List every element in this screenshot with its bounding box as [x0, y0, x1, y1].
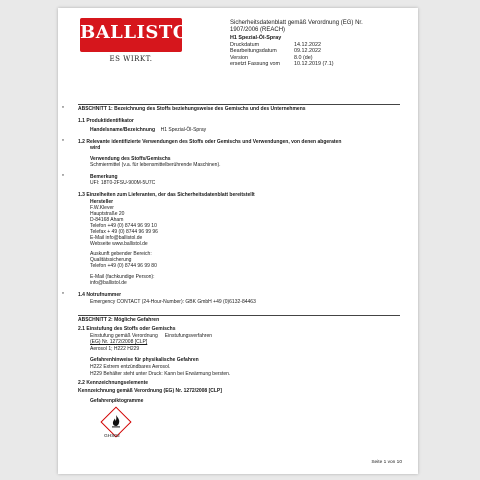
physical-hazards-label: Gefahrenhinweise für physikalische Gefahren: [90, 357, 199, 363]
hazard-h229: H229 Behälter steht unter Druck: Kann bei Erwärmung bersten.: [90, 371, 231, 377]
meta-edit-date: Bearbeitungsdatum 09.12.2022: [230, 48, 321, 55]
hazard-h222: H222 Extrem entzündbares Aerosol.: [90, 364, 171, 370]
page-number: Seite 1 von 10: [371, 460, 402, 465]
labelling-regulation: Kennzeichnung gemäß Verordnung (EG) Nr. 1272/2008 [CLP]: [78, 388, 222, 394]
ghs-code: GHS02: [104, 434, 120, 439]
emergency-contact: Emergency CONTACT (24-Hour-Number): GBK GmbH +49 (0)6132-84463: [90, 299, 256, 305]
section-1-2-heading: 1.2 Relevante identifizierte Verwendungen des Stoffs oder Gemischs und Verwendungen, von denen abgeraten: [78, 139, 342, 145]
classification-value: Aerosol 1; H222 H229: [90, 346, 140, 352]
document-page: [58, 8, 418, 474]
change-marker: *: [62, 174, 64, 180]
classification-header: Einstufung gemäß Verordnung Einstufungsverfahren: [90, 333, 213, 339]
logo-slogan: ES WIRKT.: [109, 55, 153, 63]
sds-title-line1: Sicherheitsdatenblatt gemäß Verordnung (EG) Nr.: [230, 20, 363, 26]
ballistol-logo: [80, 18, 203, 66]
section-1-4-heading: 1.4 Notrufnummer: [78, 292, 122, 298]
section2-heading: ABSCHNITT 2: Mögliche Gefahren: [78, 317, 160, 323]
product-name: H1 Spezial-Öl-Spray: [230, 35, 282, 41]
manufacturer-address: F.W.Klever Hauptstraße 20 D-84168 Aham Telefon +49 (0) 8744 96 99 10 Telefax + 49 (0) 8744 96 99 96 E-Mail info@ballistol.de Webseite www.ballistol.de: [90, 205, 158, 247]
section-1-2-heading-cont: wird: [90, 145, 101, 151]
meta-print-date: Druckdatum 14.12.2022: [230, 41, 321, 48]
section-2-2-heading: 2.2 Kennzeichnungselemente: [78, 380, 149, 386]
expert-email: E-Mail (fachkundige Person): info@ballistol.de: [90, 274, 155, 286]
change-marker: *: [62, 292, 64, 298]
section2-divider: [78, 315, 400, 316]
manufacturer-label: Hersteller: [90, 199, 114, 205]
use-label: Verwendung des Stoffs/Gemischs: [90, 156, 171, 162]
meta-replaces: ersetzt Fassung vom 10.12.2019 (7.1): [230, 61, 334, 68]
section1-heading: ABSCHNITT 1: Bezeichnung des Stoffs beziehungsweise des Gemischs und des Unternehmens: [78, 106, 306, 112]
trade-name-row: Handelsname/Bezeichnung H1 Spezial-Öl-Spray: [90, 127, 207, 133]
flame-icon: [110, 414, 122, 428]
section-1-1-heading: 1.1 Produktidentifikator: [78, 118, 134, 124]
classification-regulation: (EG) Nr. 1272/2008 [CLP]: [90, 339, 148, 345]
ufi-code: UFI: 18T0-2FSU-900M-5U7C: [90, 180, 156, 186]
logo-text: BALLISTOL: [80, 22, 203, 43]
pictograms-label: Gefahrenpiktogramme: [90, 398, 144, 404]
document-header: [230, 20, 410, 68]
section-2-1-heading: 2.1 Einstufung des Stoffs oder Gemischs: [78, 326, 176, 332]
info-department: Auskunft gebender Bereich: Qualitätssicherung Telefon +49 (0) 8744 96 99 80: [90, 251, 157, 269]
section1-divider: [78, 104, 400, 105]
change-marker: *: [62, 106, 64, 112]
change-marker: *: [62, 139, 64, 145]
section-1-3-heading: 1.3 Einzelheiten zum Lieferanten, der das Sicherheitsdatenblatt bereitstellt: [78, 192, 255, 198]
use-value: Schmiermittel (v.a. für lebensmittelberührende Maschinen).: [90, 162, 221, 168]
sds-title-line2: 1907/2006 (REACH): [230, 27, 286, 33]
meta-version: Version 8.0 (de): [230, 54, 313, 61]
remark-label: Bemerkung: [90, 174, 118, 180]
